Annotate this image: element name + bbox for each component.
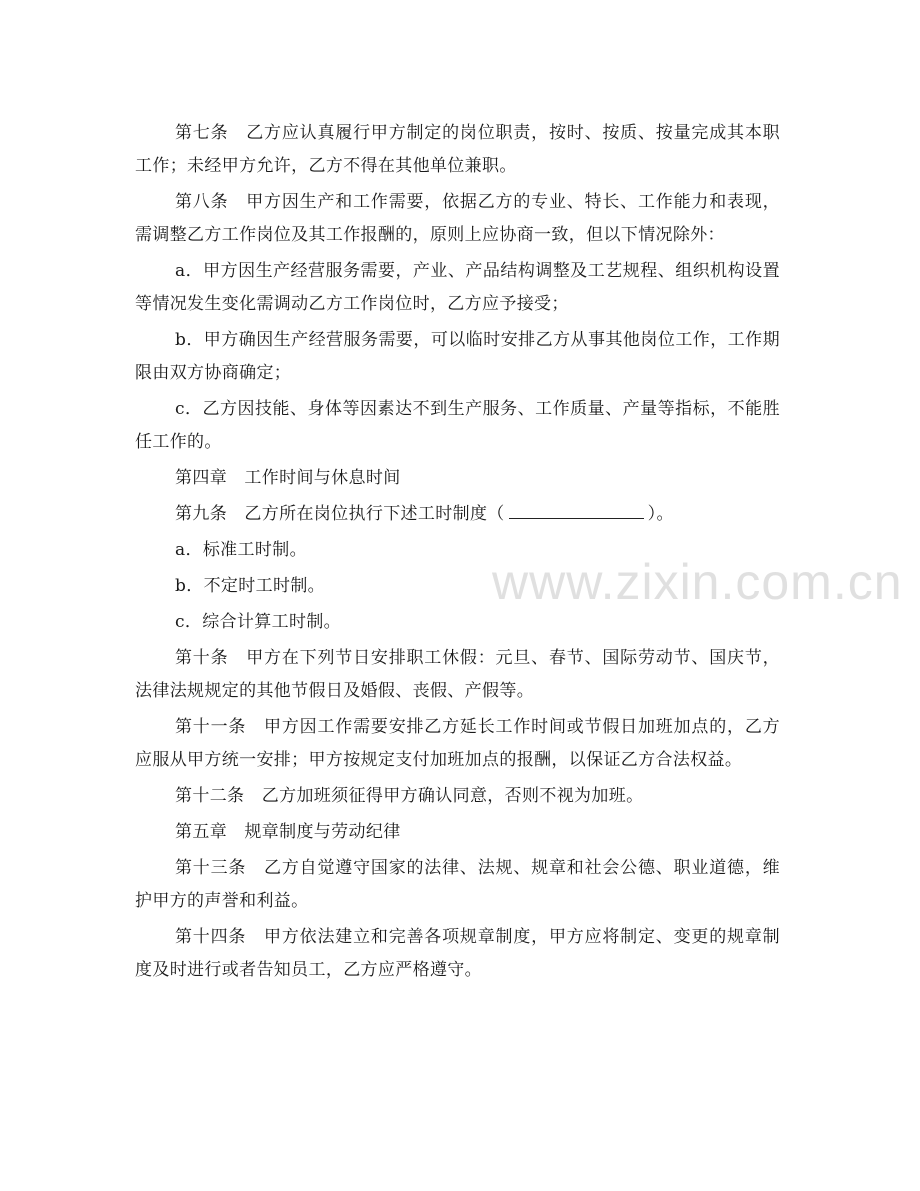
article-9-text: 第九条 乙方所在岗位执行下述工时制度（ bbox=[175, 504, 505, 524]
article-8: 第八条 甲方因生产和工作需要，依据乙方的专业、特长、工作能力和表现，需调整乙方工作岗位及其工作报酬的，原则上应协商一致，但以下情况除外： bbox=[135, 192, 780, 245]
article-9-suffix: ）。 bbox=[647, 504, 674, 524]
article-9-item-b: b．不定时工时制。 bbox=[175, 576, 326, 596]
chapter-5-heading: 第五章 规章制度与劳动纪律 bbox=[175, 822, 401, 842]
article-10: 第十条 甲方在下列节日安排职工休假：元旦、春节、国际劳动节、国庆节，法律法规规定的其他节假日及婚假、丧假、产假等。 bbox=[135, 648, 780, 701]
fill-in-blank[interactable] bbox=[509, 501, 644, 519]
document-body bbox=[135, 117, 780, 990]
article-8-item-a: a．甲方因生产经营服务需要，产业、产品结构调整及工艺规程、组织机构设置等情况发生变化需调动乙方工作岗位时，乙方应予接受； bbox=[135, 261, 780, 314]
article-13: 第十三条 乙方自觉遵守国家的法律、法规、规章和社会公德、职业道德，维护甲方的声誉和利益。 bbox=[135, 858, 780, 911]
article-9-item-c: c．综合计算工时制。 bbox=[175, 612, 342, 632]
chapter-4-heading: 第四章 工作时间与休息时间 bbox=[175, 468, 401, 488]
article-9-item-a: a．标准工时制。 bbox=[175, 540, 307, 560]
article-8-item-c: c．乙方因技能、身体等因素达不到生产服务、工作质量、产量等指标，不能胜任工作的。 bbox=[135, 399, 780, 452]
article-14: 第十四条 甲方依法建立和完善各项规章制度，甲方应将制定、变更的规章制度及时进行或者告知员工，乙方应严格遵守。 bbox=[135, 927, 780, 980]
watermark: www.zixin.com.cn bbox=[492, 554, 903, 610]
article-9 bbox=[135, 498, 780, 531]
article-12: 第十二条 乙方加班须征得甲方确认同意，否则不视为加班。 bbox=[175, 786, 644, 806]
article-11: 第十一条 甲方因工作需要安排乙方延长工作时间或节假日加班加点的，乙方应服从甲方统一安排；甲方按规定支付加班加点的报酬，以保证乙方合法权益。 bbox=[135, 717, 780, 770]
article-7: 第七条 乙方应认真履行甲方制定的岗位职责，按时、按质、按量完成其本职工作；未经甲方允许，乙方不得在其他单位兼职。 bbox=[135, 123, 780, 176]
article-8-item-b: b．甲方确因生产经营服务需要，可以临时安排乙方从事其他岗位工作，工作期限由双方协商确定； bbox=[135, 330, 780, 383]
